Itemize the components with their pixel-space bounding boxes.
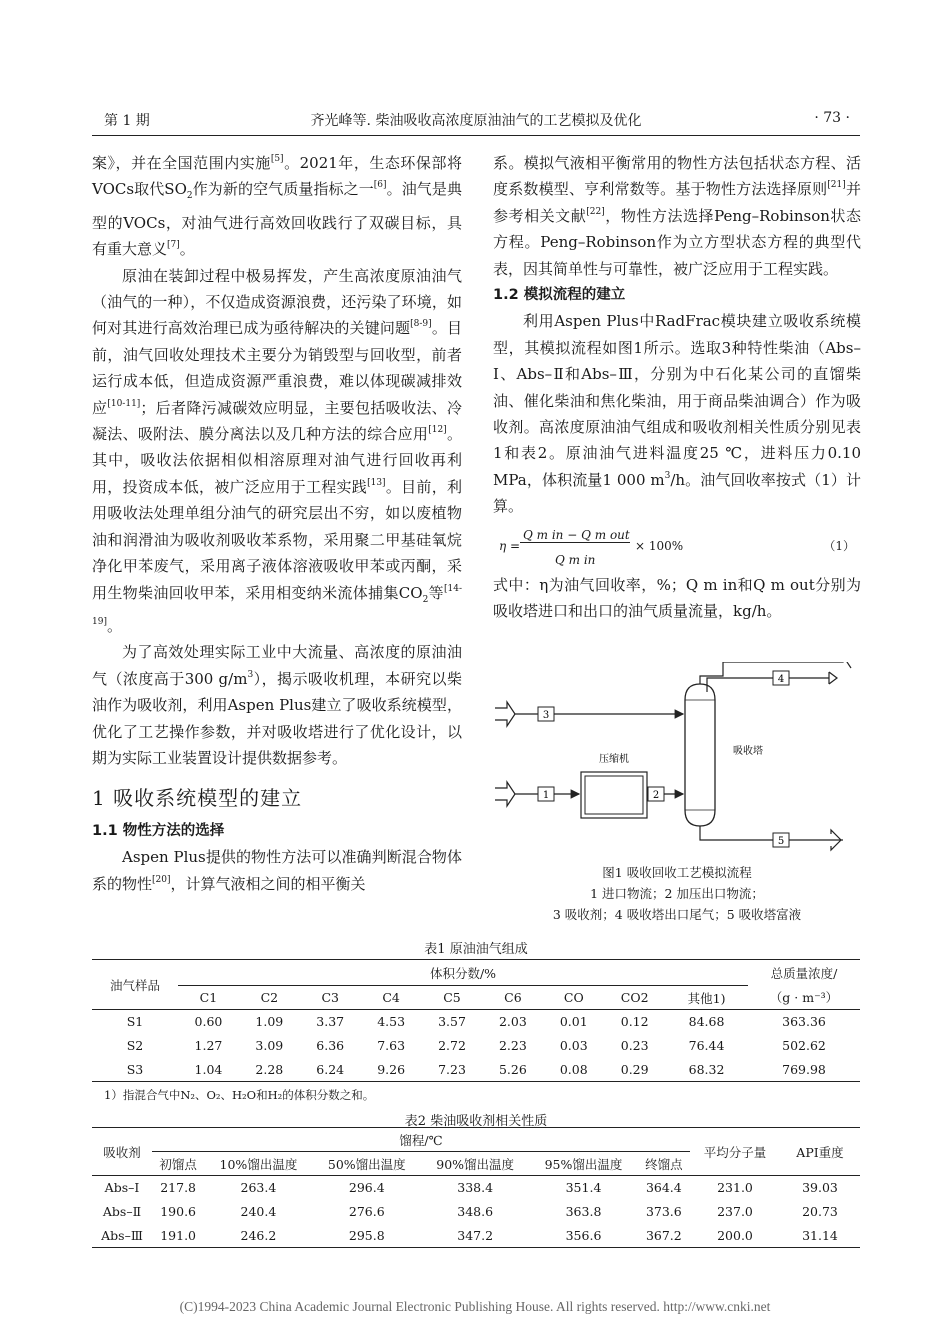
- absorption-tower: [685, 684, 715, 826]
- stream-label: 1: [542, 790, 550, 801]
- left-column: [92, 150, 462, 897]
- table-row: Abs–Ⅱ 190.6 240.4 276.6 348.6 363.8 373.6 237.0 20.73: [102, 1204, 838, 1219]
- figure-legend: 1 进口物流；2 加压出口物流；: [590, 886, 764, 901]
- citation[interactable]: [22]: [586, 206, 605, 217]
- citation[interactable]: [12]: [428, 425, 447, 436]
- table-subheader: CO: [563, 990, 584, 1005]
- table-subheader: C4: [382, 990, 400, 1005]
- equation-1: η = Q m in − Q m out Q m in × 100% （1）: [493, 520, 861, 572]
- stream-5-pipe: [700, 826, 843, 840]
- citation[interactable]: [20]: [152, 874, 171, 885]
- table-header: 总质量浓度/: [748, 960, 860, 986]
- table-subheader: 终馏点: [645, 1156, 683, 1172]
- table-subheader: 90%馏出温度: [436, 1156, 515, 1172]
- subsection-heading: 1.1 物性方法的选择: [92, 822, 225, 839]
- equation-denominator: Q m in: [555, 552, 596, 567]
- table-subheader: CO2: [620, 990, 649, 1005]
- page-header: [92, 108, 860, 138]
- table-header: 馏程/℃: [152, 1128, 690, 1152]
- table1-title: 表1 原油油气组成: [424, 942, 528, 957]
- inlet-arrow-3: [495, 702, 515, 726]
- issue-number: 第 1 期: [104, 113, 150, 129]
- table2-title: 表2 柴油吸收剂相关性质: [404, 1114, 548, 1129]
- equation-numerator: Q m in − Q m out: [523, 527, 630, 542]
- table-row: Abs–Ⅲ 191.0 246.2 295.8 347.2 356.6 367.2 200.0 31.14: [92, 1224, 860, 1248]
- compressor-box: [581, 772, 647, 818]
- citation[interactable]: [10-11]: [107, 398, 141, 409]
- citation[interactable]: [6]: [373, 180, 387, 191]
- paragraph: Aspen Plus提供的物性方法可以准确判断混合物体系的物性[20]，计算气液相之间的相平衡关: [92, 848, 462, 893]
- stream-label: 5: [777, 836, 785, 847]
- table-subheader: 10%馏出温度: [219, 1156, 298, 1172]
- figure-legend: 3 吸收剂；4 吸收塔出口尾气；5 吸收塔富液: [552, 907, 802, 922]
- table-header: （g · m⁻³）: [769, 990, 839, 1006]
- table-subheader: C5: [443, 990, 461, 1005]
- table-header: 吸收剂: [92, 1128, 152, 1176]
- table-subheader: C6: [504, 990, 522, 1005]
- table-subheader: 其他1): [687, 990, 726, 1006]
- table-subheader: 50%馏出温度: [327, 1156, 406, 1172]
- table-subheader: C2: [260, 990, 279, 1005]
- table-row: S3 1.04 2.28 6.24 9.26 7.23 5.26 0.08 0.29 68.32 769.98: [92, 1058, 860, 1082]
- figure-title: 图1 吸收回收工艺模拟流程: [602, 865, 752, 880]
- running-title: 齐光峰等. 柴油吸收高浓度原油油气的工艺模拟及优化: [310, 113, 642, 129]
- citation[interactable]: [13]: [367, 477, 386, 488]
- section-heading: 1 吸收系统模型的建立: [92, 786, 303, 811]
- table-header: 平均分子量: [690, 1128, 780, 1176]
- table-header: 油气样品: [92, 960, 178, 1010]
- paragraph: 为了高效处理实际工业中大流量、高浓度的原油油气（浓度高于300 $g/m^3$），揭示吸收机理，本研究以柴油作为吸收剂，利用Aspen Plus建立了吸收系统模型，优化了工艺操作参数，并对吸收塔进行了优化设计，以期为实际工业装置设计提供数据参考。: [92, 643, 462, 767]
- table1: [92, 959, 860, 1082]
- table-row: S2 1.27 3.09 6.36 7.63 2.72 2.23 0.03 0.23 76.44 502.62: [126, 1038, 826, 1053]
- table-header: 体积分数/%: [178, 960, 748, 986]
- compressor-label: 压缩机: [599, 754, 629, 765]
- page-number: · 73 ·: [814, 110, 850, 126]
- stream-4-overlay: [493, 662, 861, 702]
- outlet-arrow-4: [829, 672, 837, 684]
- citation[interactable]: [5]: [270, 154, 284, 164]
- paragraph: 利用Aspen Plus中RadFrac模块建立吸收系统模型，其模拟流程如图1所示。选取3种特性柴油（Abs–Ⅰ、Abs–Ⅱ和Abs–Ⅲ，分别为中石化某公司的直馏柴油、催化柴油和焦化柴油，用于商品柴油调合）作为吸收剂。高浓度原油油气组成和吸收剂相关性质分别见表1和表2。原油油气进料温度25 ℃，进料压力0.10 MPa，体积流量1 000 $m^3/h$。油气回收率按式（1）计算。: [493, 312, 861, 516]
- fraction-bar: [520, 542, 630, 543]
- paragraph: 原油在装卸过程中极易挥发，产生高浓度原油油气（油气的一种），不仅造成资源浪费，还污染了环境，如何对其进行高效治理已成为亟待解决的关键问题[8-9]。目前，油气回收处理技术主要分为销毁型与回收型，前者运行成本低，但造成资源严重浪费，难以体现碳减排效应[10-11]；后者降污减碳效应明显，主要包括吸收法、冷凝法、吸附法、膜分离法以及几种方法的综合应用[12]。其中，吸收法依据相似相溶原理对油气进行回收再利用，投资成本低，被广泛应用于工程实践[13]。目前，利用吸收法处理单组分油气的研究层出不穷，如以废植物油和润滑油为吸收剂吸收苯系物，采用聚二甲基硅氧烷净化甲苯废气，采用离子液体溶液吸收甲苯或丙酮，采用生物柴油回收甲苯，采用相变纳米流体捕集$CO_2$等[14-19]。: [92, 266, 462, 635]
- equation-number: （1）: [823, 538, 855, 553]
- paragraph: 系。模拟气液相平衡常用的物性方法包括状态方程、活度系数模型、亨利常数等。基于物性方法选择原则[21]并参考相关文献[22]，物性方法选择Peng–Robinson状态方程。Peng–Robinson作为立方型状态方程的典型代表，因其简单性与可靠性，被广泛应用于工程实践。: [493, 154, 861, 278]
- stream-label: 2: [652, 790, 660, 801]
- citation[interactable]: [8-9]: [410, 319, 432, 330]
- paragraph: 案》，并在全国范围内实施[5]。2021年，生态环保部将VOCs取代$SO_2$作为新的空气质量指标之一[6]。油气是典型的VOCs，对油气进行高效回收践行了双碳目标，具有重大意义[7]。: [92, 154, 462, 259]
- citation[interactable]: [14-19]: [92, 583, 462, 627]
- table-subheader: 初馏点: [159, 1156, 197, 1172]
- copyright-footer: (C)1994-2023 China Academic Journal Electronic Publishing House. All rights reserved. http://www.cnki.net: [179, 1299, 771, 1314]
- table-subheader: 95%馏出温度: [544, 1156, 623, 1172]
- table-subheader: C1: [199, 990, 218, 1005]
- figure-caption: [493, 862, 861, 925]
- table1-footnote: 1）指混合气中N₂、O₂、H₂O和H₂的体积分数之和。: [104, 1088, 375, 1102]
- right-column: [493, 150, 861, 625]
- stream-label: 4: [777, 674, 785, 685]
- citation[interactable]: [7]: [167, 240, 180, 251]
- table-row: Abs–Ⅰ 217.8 263.4 296.4 338.4 351.4 364.4 231.0 39.03: [92, 1176, 860, 1200]
- table-header: API重度: [780, 1128, 860, 1176]
- paragraph: 式中：η为油气回收率，%；Q m in和Q m out分别为吸收塔进口和出口的油气质量流量，kg/h。: [493, 575, 861, 621]
- citation[interactable]: [21]: [827, 180, 846, 191]
- table2: [92, 1127, 860, 1248]
- subsection-heading: 1.2 模拟流程的建立: [493, 287, 626, 304]
- tower-label: 吸收塔: [733, 746, 763, 757]
- inlet-arrow-1: [495, 782, 515, 806]
- table-row: S1 0.60 1.09 3.37 4.53 3.57 2.03 0.01 0.12 84.68 363.36: [92, 1010, 860, 1034]
- header-rule: [92, 135, 860, 136]
- stream-label: 3: [542, 710, 550, 721]
- stream-4-line: [707, 678, 829, 692]
- table-subheader: C3: [321, 990, 339, 1005]
